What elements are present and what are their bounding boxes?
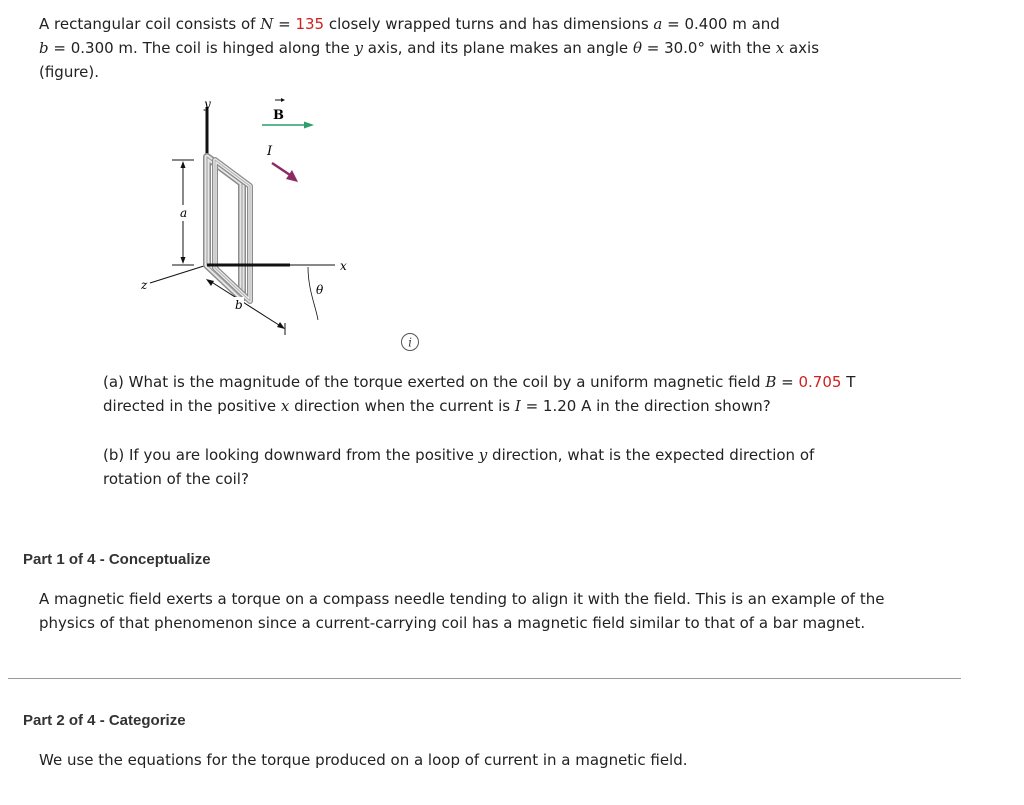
value-N: 135: [295, 15, 325, 33]
label-b: b: [235, 298, 243, 312]
z-axis-line: [150, 265, 207, 283]
var-theta: θ: [632, 39, 642, 57]
info-glyph: i: [408, 335, 412, 350]
var-B: B: [765, 373, 777, 391]
part-2-text: We use the equations for the torque produced on a loop of current in a magnetic field.: [39, 751, 688, 769]
part-1-text: A magnetic field exerts a torque on a compass needle tending to align it with the field. This is an example of the physics of that phenomenon since a current-carrying coil has a magnetic field similar to that of a bar magnet.: [39, 590, 885, 632]
dim-a-arrow-down: [181, 257, 186, 264]
coil: [207, 157, 250, 301]
part-1-heading: Part 1 of 4 - Conceptualize: [23, 551, 211, 568]
label-y: y: [204, 97, 211, 111]
vector-mark-head: [281, 98, 285, 102]
current-arrow-head: [286, 170, 298, 182]
var-N: N: [260, 15, 274, 33]
label-x: x: [340, 259, 347, 273]
var-y: y: [354, 39, 363, 57]
figure-reference: (figure).: [39, 63, 100, 81]
dim-a-arrow-up: [181, 161, 186, 168]
label-a: a: [180, 206, 188, 220]
label-B: B: [273, 108, 284, 123]
coil-figure: [140, 95, 360, 345]
section-divider: [8, 678, 961, 679]
label-z: z: [141, 278, 148, 292]
var-b: b: [39, 39, 49, 57]
var-x: x: [775, 39, 785, 57]
current-arrow-line: [272, 163, 290, 175]
var-I: I: [514, 397, 521, 415]
var-a: a: [653, 15, 663, 33]
dim-b-arrow-start: [206, 279, 214, 286]
field-arrow-head: [304, 122, 314, 129]
label-I: I: [267, 144, 273, 159]
problem-statement: A rectangular coil consists of N = 135 closely wrapped turns and has dimensions a = 0.400 m and b = 0.300 m. The coil is hinged along the y axis, and its plane makes an angle θ = 30.0° with the x axis (figure).: [39, 15, 820, 81]
dim-b-arrow-end: [277, 322, 285, 329]
var-y: y: [478, 446, 488, 464]
info-icon[interactable]: [400, 332, 420, 352]
question-b: (b) If you are looking downward from the positive y direction, what is the expected direction of rotation of the coil?: [103, 446, 815, 488]
question-a: (a) What is the magnitude of the torque exerted on the coil by a uniform magnetic field B = 0.705 T directed in the positive x direction when the current is I = 1.20 A in the direction shown?: [103, 373, 856, 415]
var-x: x: [280, 397, 290, 415]
value-B: 0.705: [798, 373, 842, 391]
part-2-heading: Part 2 of 4 - Categorize: [23, 712, 186, 729]
label-theta: θ: [316, 283, 324, 297]
